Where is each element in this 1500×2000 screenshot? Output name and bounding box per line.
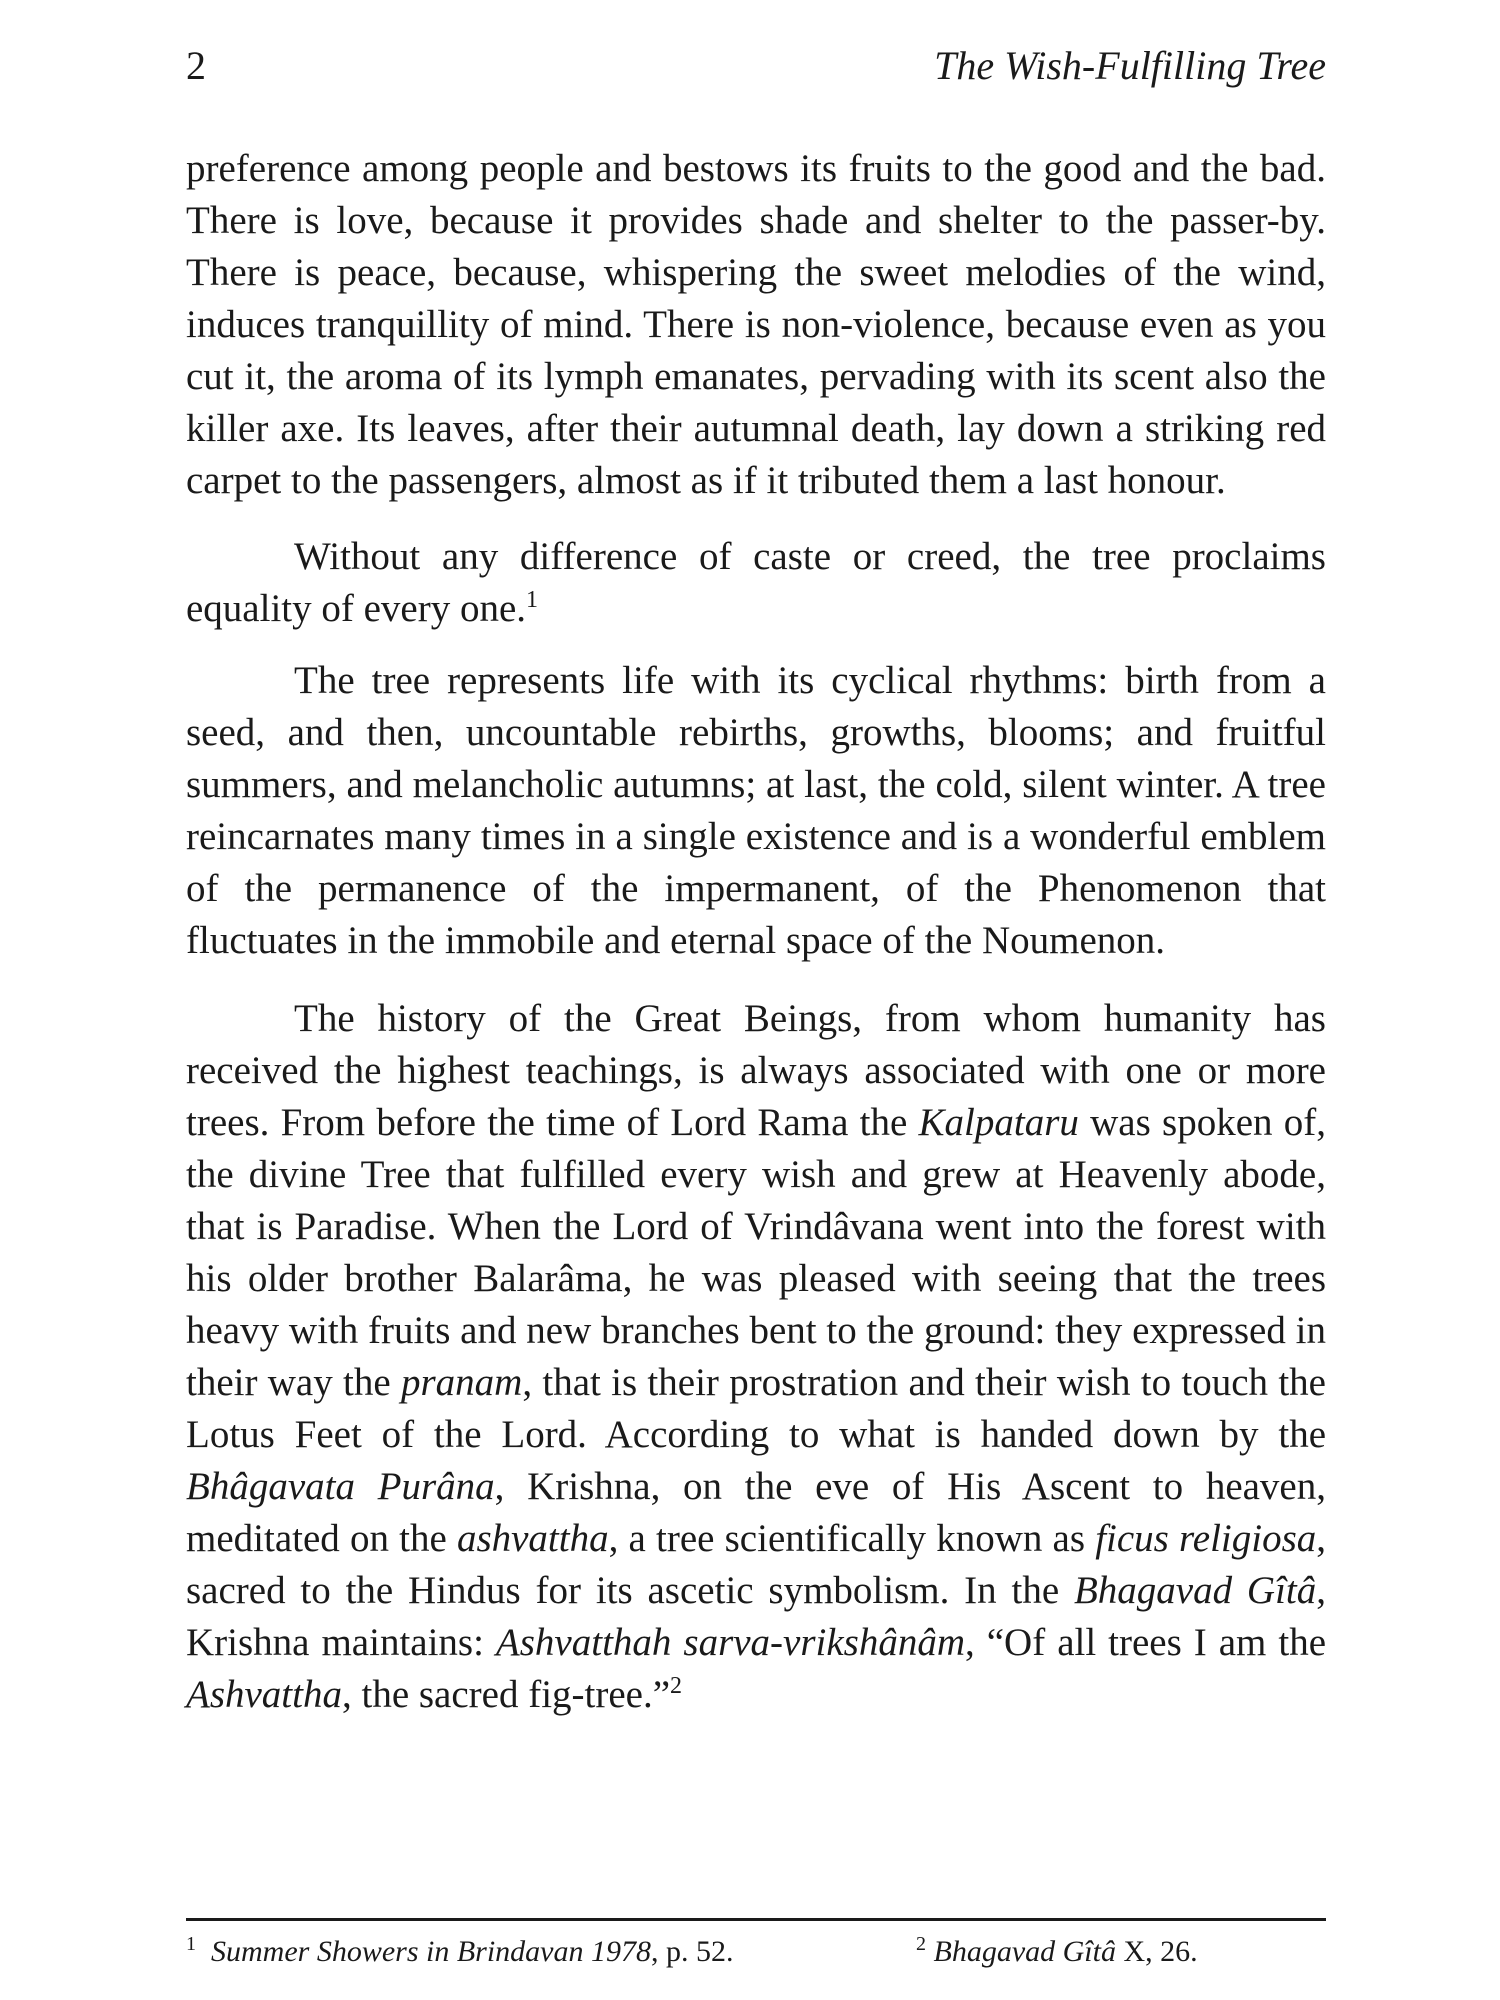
paragraph-2-text: Without any difference of caste or creed, the tree proclaims equality of every one. <box>186 535 1326 630</box>
term-kalpataru: Kalpataru <box>918 1101 1079 1144</box>
footnote-2-rest: X, 26. <box>1115 1935 1198 1968</box>
term-ashvattha-2: Ashvattha <box>186 1673 342 1716</box>
term-pranam: pranam <box>400 1361 523 1404</box>
page-header <box>186 42 1326 102</box>
running-title: The Wish-Fulfilling Tree <box>934 43 1326 88</box>
footnote-1 <box>186 1932 906 1972</box>
paragraph-2 <box>186 531 1326 635</box>
paragraph-4-text: , Krishna, on the eve of His Ascent to heaven, meditated on the <box>186 1465 1326 1560</box>
footnote-1-rest: , p. 52. <box>650 1935 734 1968</box>
term-ficus-religiosa: ficus religiosa <box>1095 1517 1317 1560</box>
term-ashvattha: ashvattha <box>456 1517 609 1560</box>
footnote-2-number: 2 <box>916 1933 926 1955</box>
term-bhagavata-purana: Bhâgavata Purâna <box>186 1465 495 1508</box>
footnote-ref-1: 1 <box>526 587 539 613</box>
footnote-2 <box>906 1932 1326 1972</box>
paragraph-4-text: , sacred to the Hindus for its ascetic symbolism. In the <box>186 1517 1327 1612</box>
paragraph-4-text: , “Of all trees I am the <box>965 1621 1327 1664</box>
footnotes <box>186 1932 1326 1972</box>
term-bhagavad-gita: Bhagavad Gîtâ <box>1073 1569 1317 1612</box>
paragraph-4 <box>186 993 1326 1721</box>
footnote-2-title: Bhagavad Gîtâ <box>933 1935 1116 1968</box>
paragraph-4-text: The history of the Great Beings, from whom humanity has received the highest teachings, is always associated with one or more trees. From before the time of Lord Rama the <box>186 997 1326 1144</box>
paragraph-1: preference among people and bestows its fruits to the good and the bad. There is love, because it provides shade and shelter to the passer-by. There is peace, because, whispering the sweet melodies of the wind, induces tranquillity of mind. There is non-violence, because even as you cut it, the aroma of its lymph emanates, pervading with its scent also the killer axe. Its leaves, after their autumnal death, lay down a striking red carpet to the passengers, almost as if it tributed them a last honour. <box>186 147 1326 502</box>
paragraph-4-text: , the sacred fig-tree.” <box>341 1673 671 1716</box>
paragraph-4-text: was spoken of, the divine Tree that fulfilled every wish and grew at Heavenly abode, that is Paradise. When the Lord of Vrindâvana went into the forest with his older brother Balarâma, he was pleased with seeing that the trees heavy with fruits and new branches bent to the ground: they expressed in their way the <box>186 1101 1326 1404</box>
footnote-ref-2: 2 <box>670 1673 683 1699</box>
paragraph-4-text: , that is their prostration and their wish to touch the Lotus Feet of the Lord. According to what is handed down by the <box>186 1361 1326 1456</box>
term-ashvatthah-sarva: Ashvatthah sarva-vrikshânâm <box>495 1621 966 1664</box>
page-number: 2 <box>186 43 206 88</box>
body-text <box>186 143 1326 1721</box>
footnote-1-title: Summer Showers in Brindavan 1978 <box>211 1935 651 1968</box>
footnote-rule <box>186 1918 1326 1921</box>
footnote-1-number: 1 <box>186 1933 196 1955</box>
paragraph-3: The tree represents life with its cyclical rhythms: birth from a seed, and then, uncountable rebirths, growths, blooms; and fruitful summers, and melancholic autumns; at last, the cold, silent winter. A tree reincarnates many times in a single existence and is a wonderful emblem of the permanence of the impermanent, of the Phenomenon that fluctuates in the immobile and eternal space of the Noumenon. <box>186 659 1326 962</box>
paragraph-4-text: , Krishna maintains: <box>186 1569 1327 1664</box>
paragraph-4-text: , a tree scientifically known as <box>608 1517 1096 1560</box>
